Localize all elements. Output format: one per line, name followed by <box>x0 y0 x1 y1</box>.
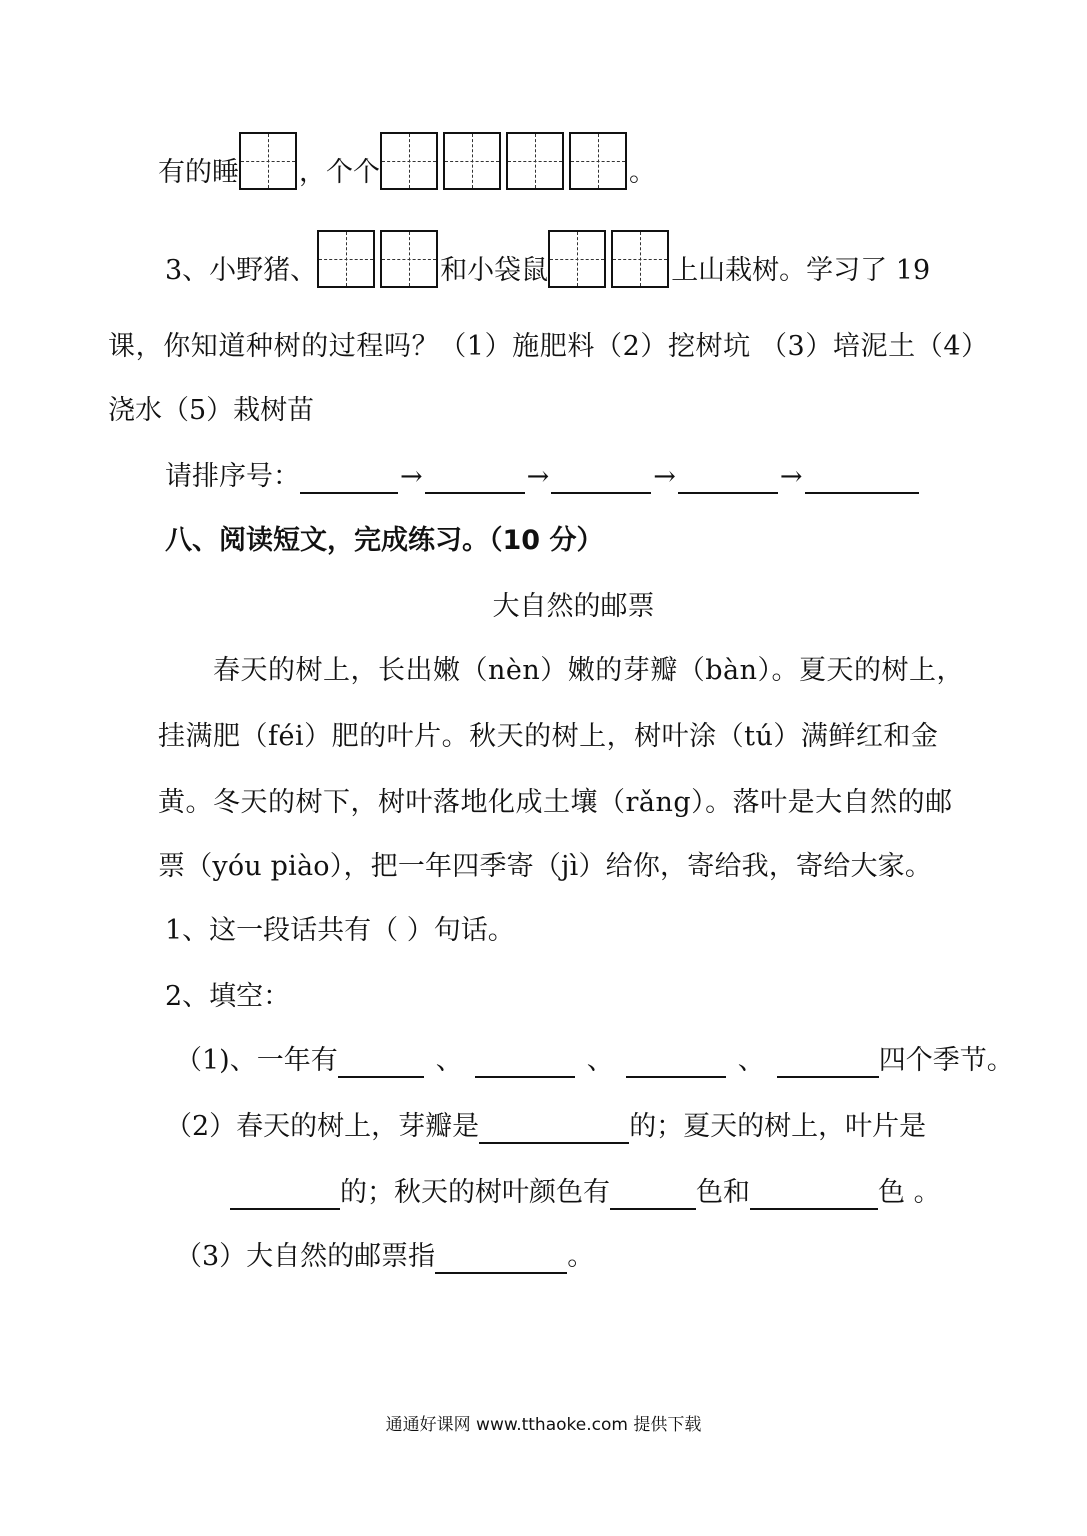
separator: 、 <box>586 1045 614 1076</box>
arrow-icon: → <box>526 461 550 492</box>
order-blank-3[interactable] <box>551 464 651 494</box>
q2-2-e: 色 。 <box>878 1177 941 1208</box>
order-label: 请排序号： <box>165 461 300 492</box>
q2-1-end: 四个季节。 <box>878 1045 1014 1076</box>
footer-credit: 通通好课网 www.tthaoke.com 提供下载 <box>385 1415 702 1435</box>
q2-prefix: 有的睡 <box>158 157 239 188</box>
q2-2-b: 的；夏天的树上，叶片是 <box>629 1111 927 1142</box>
q3-a: 3、小野猪、 <box>165 255 318 286</box>
q2-tail-line <box>158 132 656 190</box>
q3-line-3: 浇水（5）栽树苗 <box>108 395 315 426</box>
question-2-1 <box>175 1044 1014 1078</box>
order-blank-1[interactable] <box>300 464 398 494</box>
question-2-3 <box>175 1240 594 1274</box>
question-2: 2、填空： <box>165 981 291 1012</box>
leaf-blank[interactable] <box>230 1180 340 1210</box>
tianzige-group <box>239 132 299 190</box>
question-1: 1、这一段话共有（ ）句话。 <box>165 915 515 946</box>
tianzige-group <box>548 230 671 288</box>
tianzige-group <box>317 230 440 288</box>
season-blank-1[interactable] <box>338 1048 424 1078</box>
q3-line-1 <box>165 230 930 288</box>
tianzige-box[interactable] <box>506 132 564 190</box>
arrow-icon: → <box>400 461 423 492</box>
q3-b: 和小袋鼠 <box>440 255 549 286</box>
separator: 、 <box>737 1045 765 1076</box>
q3-line-2: 课，你知道种树的过程吗？（1）施肥料（2）挖树坑 （3）培泥土（4） <box>108 331 989 362</box>
season-blank-3[interactable] <box>626 1048 726 1078</box>
passage-line-3: 黄。冬天的树下，树叶落地化成土壤（rǎng）。落叶是大自然的邮 <box>158 787 953 818</box>
order-blank-2[interactable] <box>425 464 525 494</box>
section-heading: 八、阅读短文，完成练习。（10 分） <box>165 525 604 556</box>
order-line <box>165 460 919 494</box>
arrow-icon: → <box>653 461 676 492</box>
q2-2-d: 色和 <box>696 1177 750 1208</box>
tianzige-box[interactable] <box>317 230 375 288</box>
q2-3-b: 。 <box>567 1241 595 1272</box>
q2-end: 。 <box>629 157 656 188</box>
color-blank-2[interactable] <box>750 1180 878 1210</box>
tianzige-box[interactable] <box>569 132 627 190</box>
passage-line-1: 春天的树上，长出嫩（nèn）嫩的芽瓣（bàn）。夏天的树上， <box>213 655 965 686</box>
order-blank-4[interactable] <box>678 464 778 494</box>
stamp-blank[interactable] <box>435 1244 567 1274</box>
tianzige-box[interactable] <box>548 230 606 288</box>
passage-line-2: 挂满肥（féi）肥的叶片。秋天的树上，树叶涂（tú）满鲜红和金 <box>158 721 939 752</box>
passage-title: 大自然的邮票 <box>492 591 655 622</box>
q2-2-a: （2）春天的树上，芽瓣是 <box>165 1111 480 1142</box>
separator: 、 <box>435 1045 463 1076</box>
q3-c: 上山栽树。学习了 19 <box>671 255 931 286</box>
tianzige-box[interactable] <box>380 230 438 288</box>
order-blank-5[interactable] <box>805 464 919 494</box>
bud-blank[interactable] <box>479 1114 629 1144</box>
tianzige-group <box>380 132 629 190</box>
q2-1-label: （1)、一年有 <box>175 1045 338 1076</box>
q2-mid: ，个个 <box>299 157 380 188</box>
q2-3-a: （3）大自然的邮票指 <box>175 1241 436 1272</box>
tianzige-box[interactable] <box>380 132 438 190</box>
arrow-icon: → <box>779 461 803 492</box>
color-blank-1[interactable] <box>610 1180 696 1210</box>
passage-line-4: 票（yóu piào），把一年四季寄（jì）给你，寄给我，寄给大家。 <box>158 851 933 882</box>
question-2-2-cont <box>230 1176 941 1210</box>
tianzige-box[interactable] <box>239 132 297 190</box>
tianzige-box[interactable] <box>611 230 669 288</box>
season-blank-2[interactable] <box>475 1048 575 1078</box>
season-blank-4[interactable] <box>777 1048 879 1078</box>
tianzige-box[interactable] <box>443 132 501 190</box>
question-2-2 <box>165 1110 926 1144</box>
q2-2-c: 的；秋天的树叶颜色有 <box>340 1177 610 1208</box>
